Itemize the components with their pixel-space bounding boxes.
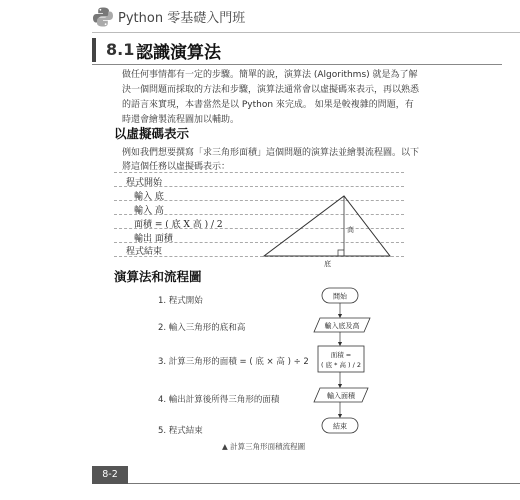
pseudocode-line: 輸入 底 xyxy=(134,192,164,202)
flow-process-label: ( 底 * 高 ) / 2 xyxy=(320,361,362,369)
flow-output-label: 輸入面積 xyxy=(327,392,355,400)
python-logo-icon xyxy=(92,6,114,28)
height-label: 高 xyxy=(347,226,354,234)
flowchart-heading: 演算法和流程圖 xyxy=(114,269,202,284)
section-title-bar xyxy=(92,38,96,62)
flow-step: 3. 計算三角形的面積 = ( 底 × 高 ) ÷ 2 xyxy=(158,357,309,367)
triangle-diagram xyxy=(262,190,392,270)
flow-input-label: 輸入底及高 xyxy=(324,322,360,330)
flow-end-label: 結束 xyxy=(333,422,347,431)
flow-step: 4. 輸出計算後所得三角形的面積 xyxy=(158,395,280,405)
section-number: 8.1 xyxy=(106,40,135,59)
pseudocode-line: 面積 = ( 底 X 高 ) / 2 xyxy=(134,220,223,230)
flowchart-caption: ▲ 計算三角形面積流程圖 xyxy=(222,442,306,451)
header-title: Python 零基礎入門班 xyxy=(118,11,246,26)
pseudocode-rule xyxy=(114,172,404,174)
section-underline xyxy=(92,64,502,65)
pseudocode-line: 程式開始 xyxy=(126,178,163,188)
base-label: 底 xyxy=(324,260,331,268)
pseudocode-line: 輸出 面積 xyxy=(134,234,173,244)
right-angle-marker xyxy=(338,250,344,256)
page-header xyxy=(0,0,520,34)
flow-process-label: 面積 = xyxy=(330,351,352,359)
flow-step: 5. 程式結束 xyxy=(158,426,203,436)
flow-step: 2. 輸入三角形的底和高 xyxy=(158,323,246,333)
section-heading: 認識演算法 xyxy=(136,43,221,63)
section-title xyxy=(92,36,520,62)
flowchart xyxy=(300,280,390,440)
intro-paragraph: 做任何事情都有一定的步驟。簡單的說，演算法 (Algorithms) 就是為了解決一個問題而採取的方法和步驟，演算法通常會以虛擬碼來表示，再以熟悉的語言來實現，本書當然是以 Python 來完成。 如果是較複雜的問題，有時還會繪製流程圖加以輔助。 xyxy=(122,70,420,125)
pseudocode-line: 程式結束 xyxy=(126,247,163,257)
pseudocode-line: 輸入 高 xyxy=(134,206,164,216)
page-number: 8-2 xyxy=(92,466,128,484)
pseudocode-intro: 例如我們想要撰寫「求三角形面積」這個問題的演算法並繪製流程圖。以下將這個任務以虛擬碼表示： xyxy=(122,148,420,172)
pseudocode-heading: 以虛擬碼表示 xyxy=(114,126,190,141)
flow-start-label: 開始 xyxy=(333,292,347,301)
header-rule xyxy=(92,32,520,33)
footer-rule xyxy=(128,483,520,484)
pseudocode-rule xyxy=(114,186,404,188)
flow-step: 1. 程式開始 xyxy=(158,296,203,306)
triangle-shape xyxy=(264,196,390,256)
